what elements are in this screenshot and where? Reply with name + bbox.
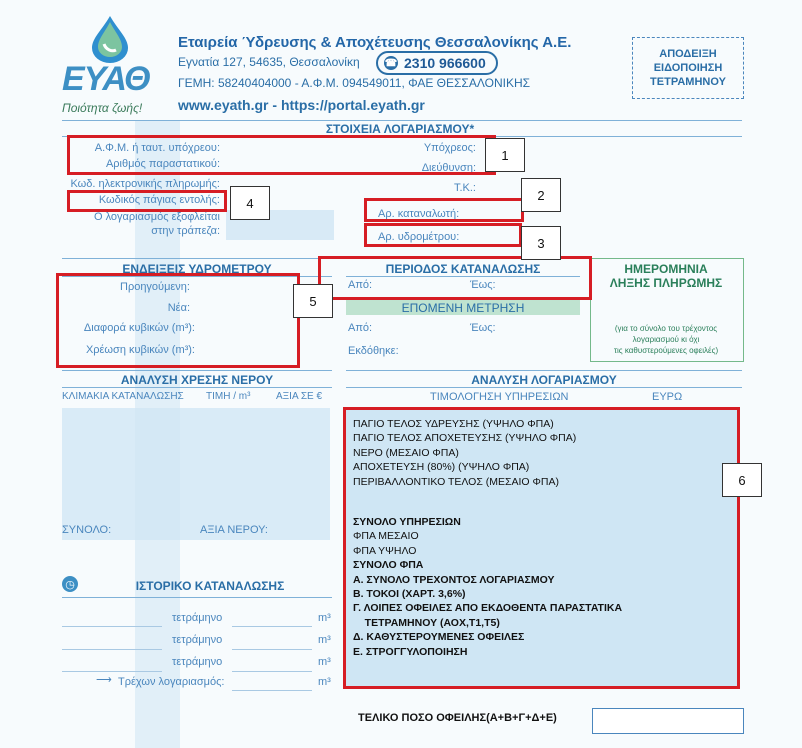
phone-pill — [376, 51, 498, 75]
annotation-box-5b — [318, 256, 592, 300]
logo-wordmark: ΕΥΑΘ — [62, 60, 150, 98]
history-period-label: τετράμηνο — [172, 634, 223, 646]
history-unit: m³ — [318, 634, 331, 646]
usage-col-value: ΑΞΙΑ ΣΕ € — [276, 391, 323, 402]
history-line — [62, 671, 162, 672]
doc-number-label: Αριθμός παραστατικού: — [105, 158, 220, 170]
e-payment-label: Κωδ. ηλεκτρονικής πληρωμής: — [70, 178, 220, 190]
phone-icon: ☎ — [384, 57, 398, 69]
history-line — [62, 626, 162, 627]
due-date-note: λογαριασμού κι όχι — [632, 335, 700, 344]
obligor-label: Υπόχρεος: — [423, 142, 476, 154]
history-line — [62, 649, 162, 650]
slogan: Ποιότητα ζωής! — [62, 101, 143, 115]
divider — [346, 387, 742, 388]
history-title: ΙΣΤΟΡΙΚΟ ΚΑΤΑΝΑΛΩΣΗΣ — [135, 579, 285, 593]
usage-panel — [62, 408, 330, 540]
annotation-box-4 — [67, 190, 227, 212]
receipt-box — [632, 37, 744, 99]
paid-bank-label: Ο λογαριασμός εξοφλείται — [93, 211, 220, 223]
divider — [62, 387, 332, 388]
divider — [346, 370, 742, 371]
phone-number: 2310 966600 — [404, 55, 486, 71]
history-line — [232, 626, 312, 627]
period-title: ΠΕΡΙΟΔΟΣ ΚΑΤΑΝΑΛΩΣΗΣ — [385, 262, 541, 276]
divider — [62, 120, 742, 121]
company-address: Εγνατία 127, 54635, Θεσσαλονίκη — [178, 55, 360, 69]
analysis-line: Γ. ΛΟΙΠΕΣ ΟΦΕΙΛΕΣ ΑΠΟ ΕΚΔΟΘΕΝΤΑ ΠΑΡΑΣΤΑΤΙΚΑ — [353, 602, 623, 615]
usage-col-tier: ΚΛΙΜΑΚΙΑ ΚΑΤΑΝΑΛΩΣΗΣ — [62, 391, 184, 402]
arrow-icon: ⟶ — [96, 674, 112, 686]
due-date-note: (για το σύνολο του τρέχοντος — [614, 324, 718, 333]
divider — [62, 258, 332, 259]
issued-label: Εκδόθηκε: — [348, 345, 399, 357]
analysis-line: ΠΕΡΙΒΑΛΛΟΝΤΙΚΟ ΤΕΛΟΣ (ΜΕΣΑΙΟ ΦΠΑ) — [353, 475, 559, 488]
standing-order-label: Κωδικός πάγιας εντολής: — [98, 194, 220, 206]
analysis-line: ΣΥΝΟΛΟ ΦΠΑ — [353, 559, 424, 572]
next-reading-title: ΕΠΟΜΕΝΗ ΜΕΤΡΗΣΗ — [401, 301, 525, 315]
usage-title: ΑΝΑΛΥΣΗ ΧΡΕΣΗΣ ΝΕΡΟΥ — [120, 373, 274, 387]
previous-reading-label: Προηγούμενη: — [120, 281, 190, 293]
annotation-label-2: 2 — [521, 178, 561, 212]
history-period-label: τετράμηνο — [172, 656, 223, 668]
receipt-line: ΕΙΔΟΠΟΙΗΣΗ — [653, 62, 723, 74]
analysis-col-services: ΤΙΜΟΛΟΓΗΣΗ ΥΠΗΡΕΣΙΩΝ — [430, 391, 569, 403]
meter-number-label: Αρ. υδρομέτρου: — [378, 231, 460, 243]
analysis-col-euro: ΕΥΡΩ — [652, 391, 683, 403]
company-name: Εταιρεία Ύδρευσης & Αποχέτευσης Θεσσαλονίκης Α.Ε. — [178, 34, 572, 51]
history-unit: m³ — [318, 676, 331, 688]
annotation-label-5: 5 — [293, 284, 333, 318]
analysis-title: ΑΝΑΛΥΣΗ ΛΟΓΑΡΙΑΣΜΟΥ — [471, 373, 617, 387]
annotation-box-5a — [56, 273, 300, 368]
due-date-title: ΗΜΕΡΟΜΗΝΙΑ — [624, 262, 708, 276]
usage-col-price: ΤΙΜΗ / m³ — [206, 391, 251, 402]
annotation-box-3 — [364, 223, 522, 247]
annotation-label-1: 1 — [485, 138, 525, 172]
history-unit: m³ — [318, 656, 331, 668]
history-line — [232, 649, 312, 650]
annotation-label-4: 4 — [230, 186, 270, 220]
history-unit: m³ — [318, 612, 331, 624]
annotation-label-6: 6 — [722, 463, 762, 497]
analysis-line: ΤΕΤΡΑΜΗΝΟΥ (ΑΟΧ,Τ1,Τ5) — [353, 616, 500, 629]
charged-label: Χρέωση κυβικών (m³): — [85, 344, 195, 356]
analysis-line: ΦΠΑ ΜΕΣΑΙΟ — [353, 530, 419, 543]
analysis-line: ΠΑΓΙΟ ΤΕΛΟΣ ΥΔΡΕΥΣΗΣ (ΥΨΗΛΟ ΦΠΑ) — [353, 418, 554, 430]
water-drop-logo-icon — [88, 14, 132, 64]
history-period-label: τετράμηνο — [172, 612, 223, 624]
company-web: www.eyath.gr - https://portal.eyath.gr — [178, 97, 425, 113]
analysis-line: Α. ΣΥΝΟΛΟ ΤΡΕΧΟΝΤΟΣ ΛΟΓΑΡΙΑΣΜΟΥ — [353, 573, 555, 586]
analysis-line: ΠΑΓΙΟ ΤΕΛΟΣ ΑΠΟΧΕΤΕΥΣΗΣ (ΥΨΗΛΟ ΦΠΑ) — [353, 432, 577, 445]
analysis-line: Ε. ΣΤΡΟΓΓΥΛΟΠΟΙΗΣΗ — [353, 645, 468, 658]
divider — [62, 370, 332, 371]
next-from-label: Από: — [348, 322, 373, 334]
history-line — [232, 690, 312, 691]
period-to-label: Έως: — [470, 279, 496, 291]
new-reading-label: Νέα: — [167, 302, 190, 314]
period-from-label: Από: — [348, 279, 373, 291]
diff-label: Διαφορά κυβικών (m³): — [83, 322, 195, 334]
analysis-line: Β. ΤΟΚΟΙ (ΧΑΡΤ. 3,6%) — [353, 588, 466, 601]
usage-total-label: ΣΥΝΟΛΟ: — [62, 524, 112, 536]
annotation-box-1 — [67, 135, 496, 175]
annotation-label-3: 3 — [521, 226, 561, 260]
account-title: ΣΤΟΙΧΕΙΑ ΛΟΓΑΡΙΑΣΜΟΥ* — [325, 122, 475, 136]
analysis-line: ΑΠΟΧΕΤΕΥΣΗ (80%) (ΥΨΗΛΟ ΦΠΑ) — [353, 461, 530, 474]
analysis-line: ΣΥΝΟΛΟ ΥΠΗΡΕΣΙΩΝ — [353, 516, 461, 528]
receipt-line: ΑΠΟΔΕΙΞΗ — [659, 48, 717, 60]
history-icon: ◷ — [62, 576, 78, 592]
divider — [62, 597, 332, 598]
annotation-box-2 — [364, 198, 524, 222]
consumer-number-label: Αρ. καταναλωτή: — [378, 208, 460, 220]
final-amount-box — [592, 708, 744, 734]
annotation-box-6 — [343, 407, 740, 689]
company-registry: ΓΕΜΗ: 58240404000 - Α.Φ.Μ. 094549011, ΦΑΕ ΘΕΣΣΑΛΟΝΙΚΗΣ — [178, 76, 531, 90]
meter-title: ΕΝΔΕΙΞΕΙΣ ΥΔΡΟΜΕΤΡΟΥ — [122, 262, 272, 276]
current-bill-label: Τρέχων λογαριασμός: — [118, 676, 225, 688]
afm-label: Α.Φ.Μ. ή ταυτ. υπόχρεου: — [94, 142, 220, 154]
history-line — [232, 671, 312, 672]
analysis-line: ΝΕΡΟ (ΜΕΣΑΙΟ ΦΠΑ) — [353, 446, 459, 459]
analysis-line: ΦΠΑ ΥΨΗΛΟ — [353, 544, 417, 557]
receipt-line: ΤΕΤΡΑΜΗΝΟΥ — [650, 76, 726, 88]
due-date-note: τις καθυστερούμενες οφειλές) — [613, 346, 719, 355]
water-value-label: ΑΞΙΑ ΝΕΡΟΥ: — [200, 524, 268, 536]
paid-bank-label: στην τράπεζα: — [151, 225, 220, 237]
address-label: Διεύθυνση: — [421, 162, 476, 174]
due-date-title: ΛΗΞΗΣ ΠΛΗΡΩΜΗΣ — [609, 276, 723, 290]
analysis-line: Δ. ΚΑΘΥΣΤΕΡΟΥΜΕΝΕΣ ΟΦΕΙΛΕΣ — [353, 631, 525, 644]
next-to-label: Έως: — [470, 322, 496, 334]
final-amount-label: ΤΕΛΙΚΟ ΠΟΣΟ ΟΦΕΙΛΗΣ(Α+Β+Γ+Δ+Ε) — [358, 712, 557, 724]
tk-label: Τ.Κ.: — [453, 182, 476, 194]
